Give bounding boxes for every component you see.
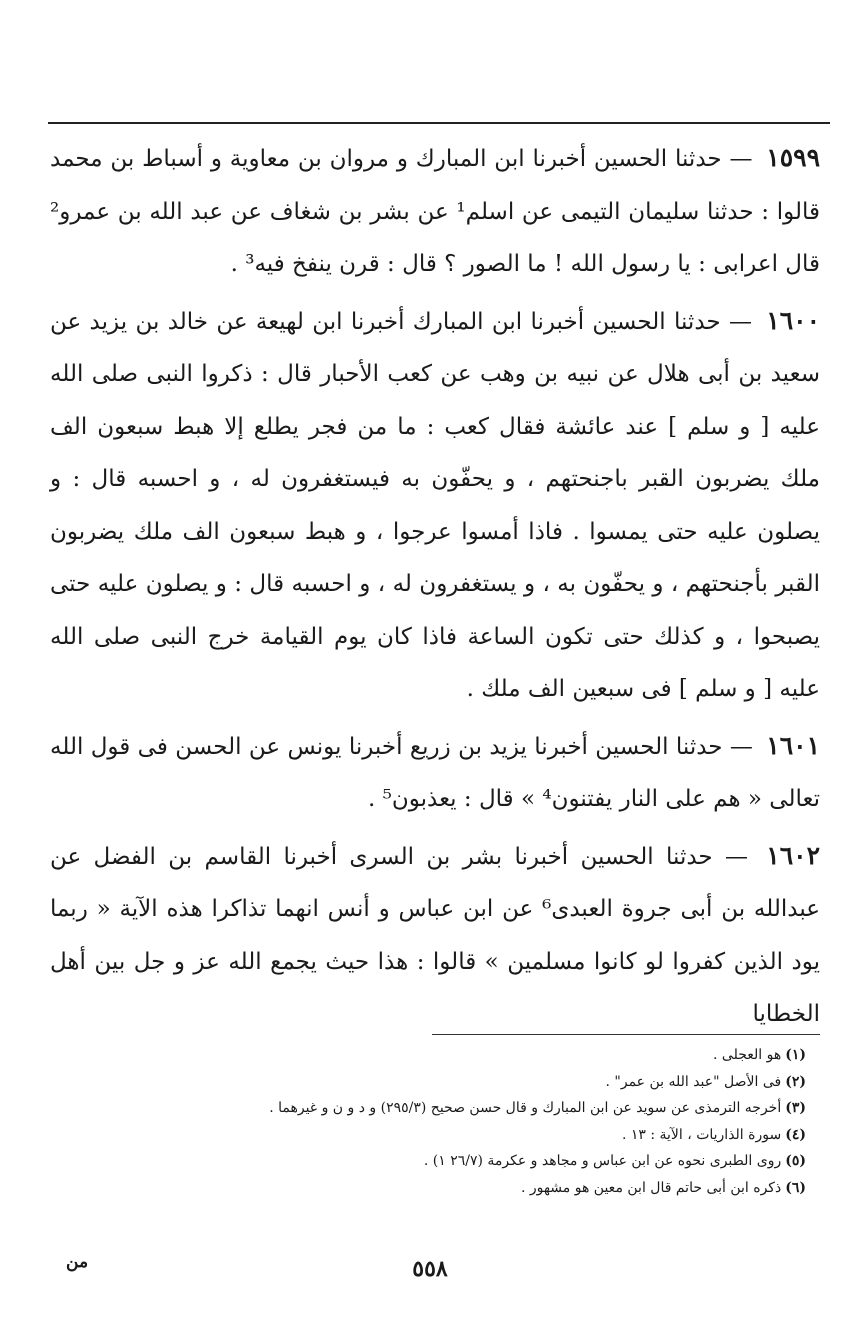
footnote-number: (٢) (785, 1073, 806, 1090)
footnote-number: (٣) (785, 1100, 806, 1116)
hadith-number: ١٥٩٩ (766, 143, 820, 172)
footnote-rule (432, 1034, 820, 1035)
hadith-1602: ١٦٠٢ — حدثنا الحسين أخبرنا بشر بن السرى أخبرنا القاسم بن الفضل عن عبدالله بن أبى جروة العبدى⁶ عن ابن عباس و أنس انهما تذاكرا هذه الآية « ربما يود الذين كفروا لو كانوا مسلمين » قالوا : هذا حيث يجمع الله عز و جل بين أهل الخطايا (50, 840, 820, 1027)
hadith-text: حدثنا الحسين أخبرنا بشر بن السرى أخبرنا القاسم بن الفضل عن عبدالله بن أبى جروة العبدى⁶ عن ابن عباس و أنس انهما تذاكرا هذه الآية « ربما يود الذين كفروا لو كانوا مسلمين » قالوا : هذا حيث يجمع الله عز و جل بين أهل الخطايا (50, 843, 820, 1027)
page-number: ٥٥٨ (412, 1256, 448, 1282)
hadith-number: ١٦٠٢ (766, 840, 820, 870)
hadith-number: ١٦٠١ (766, 730, 820, 760)
footnote (86, 1095, 806, 1122)
main-text (50, 132, 820, 1041)
footnote (86, 1042, 806, 1069)
footnote-text: سورة الذاريات ، الآية : ١٣ . (621, 1126, 782, 1143)
footnote-text: أخرجه الترمذى عن سويد عن ابن المبارك و قال حسن صحيح (٢٩٥/٣) و د و ن و غيرهما . (269, 1100, 782, 1116)
footnote-number: (٤) (785, 1126, 806, 1143)
footnote (86, 1122, 806, 1149)
footnote-number: (١) (785, 1047, 806, 1063)
footnote-text: روى الطبرى نحوه عن ابن عباس و مجاهد و عكرمة (٢٦/٧ ١) . (423, 1153, 782, 1169)
footnote-text: هو العجلى . (713, 1047, 782, 1063)
hadith-number: ١٦٠٠ (766, 305, 820, 335)
footnotes (86, 1042, 806, 1201)
hadith-1600: ١٦٠٠ — حدثنا الحسين أخبرنا ابن المبارك أخبرنا ابن لهيعة عن خالد بن يزيد عن سعيد بن أبى هلال عن نبيه بن وهب عن كعب الأحبار قال : ذكروا النبى صلى الله عليه [ و سلم ] عند عائشة فقال كعب : ما من فجر يطلع إلا هبط سبعون الف ملك يضربون القبر باجنحتهم ، و يحفّون به فيستغفرون له ، و احسبه قال : و يصلون عليه حتى يمسوا . فاذا أمسوا عرجوا ، و هبط سبعون الف ملك يضربون القبر بأجنحتهم ، و يحفّون به ، و يستغفرون له ، و احسبه قال : و يصلون عليه حتى يصبحوا ، و كذلك حتى تكون الساعة فاذا كان يوم القيامة خرج النبى صلى الله عليه [ و سلم ] فى سبعين الف ملك . (50, 305, 820, 702)
catchword: من (66, 1252, 89, 1272)
footnote-number: (٥) (785, 1153, 806, 1169)
footnote (86, 1148, 806, 1175)
footnote-number: (٦) (785, 1179, 806, 1196)
hadith-text: حدثنا الحسين أخبرنا ابن المبارك أخبرنا ابن لهيعة عن خالد بن يزيد عن سعيد بن أبى هلال عن نبيه بن وهب عن كعب الأحبار قال : ذكروا النبى صلى الله عليه [ و سلم ] عند عائشة فقال كعب : ما من فجر يطلع إلا هبط سبعون الف ملك يضربون القبر باجنحتهم ، و يحفّون به فيستغفرون له ، و احسبه قال : و يصلون عليه حتى يمسوا . فاذا أمسوا عرجوا ، و هبط سبعون الف ملك يضربون القبر بأجنحتهم ، و يحفّون به ، و يستغفرون له ، و احسبه قال : و يصلون عليه حتى يصبحوا ، و كذلك حتى تكون الساعة فاذا كان يوم القيامة خرج النبى صلى الله عليه [ و سلم ] فى سبعين الف ملك . (50, 308, 820, 702)
hadith-1601: ١٦٠١ — حدثنا الحسين أخبرنا يزيد بن زريع أخبرنا يونس عن الحسن فى قول الله تعالى « هم على النار يفتنون⁴ » قال : يعذبون⁵ . (50, 730, 820, 812)
footnote-text: فى الأصل "عبد الله بن عمر" . (605, 1073, 782, 1090)
footnote (86, 1175, 806, 1202)
footnote-text: ذكره ابن أبى حاتم قال ابن معين هو مشهور . (520, 1179, 782, 1196)
hadith-text: حدثنا الحسين أخبرنا ابن المبارك و مروان بن معاوية و أسباط بن محمد قالوا : حدثنا سليمان التيمى عن اسلم¹ عن بشر بن شغاف عن عبد الله بن عمرو² قال اعرابى : يا رسول الله ! ما الصور ؟ قال : قرن ينفخ فيه³ . (50, 146, 820, 277)
footnote (86, 1069, 806, 1096)
hadith-1599: ١٥٩٩ — حدثنا الحسين أخبرنا ابن المبارك و مروان بن معاوية و أسباط بن محمد قالوا : حدثنا سليمان التيمى عن اسلم¹ عن بشر بن شغاف عن عبد الله بن عمرو² قال اعرابى : يا رسول الله ! ما الصور ؟ قال : قرن ينفخ فيه³ . (50, 143, 820, 277)
hadith-text: حدثنا الحسين أخبرنا يزيد بن زريع أخبرنا يونس عن الحسن فى قول الله تعالى « هم على النار يفتنون⁴ » قال : يعذبون⁵ . (50, 733, 820, 812)
header-rule (48, 122, 830, 124)
